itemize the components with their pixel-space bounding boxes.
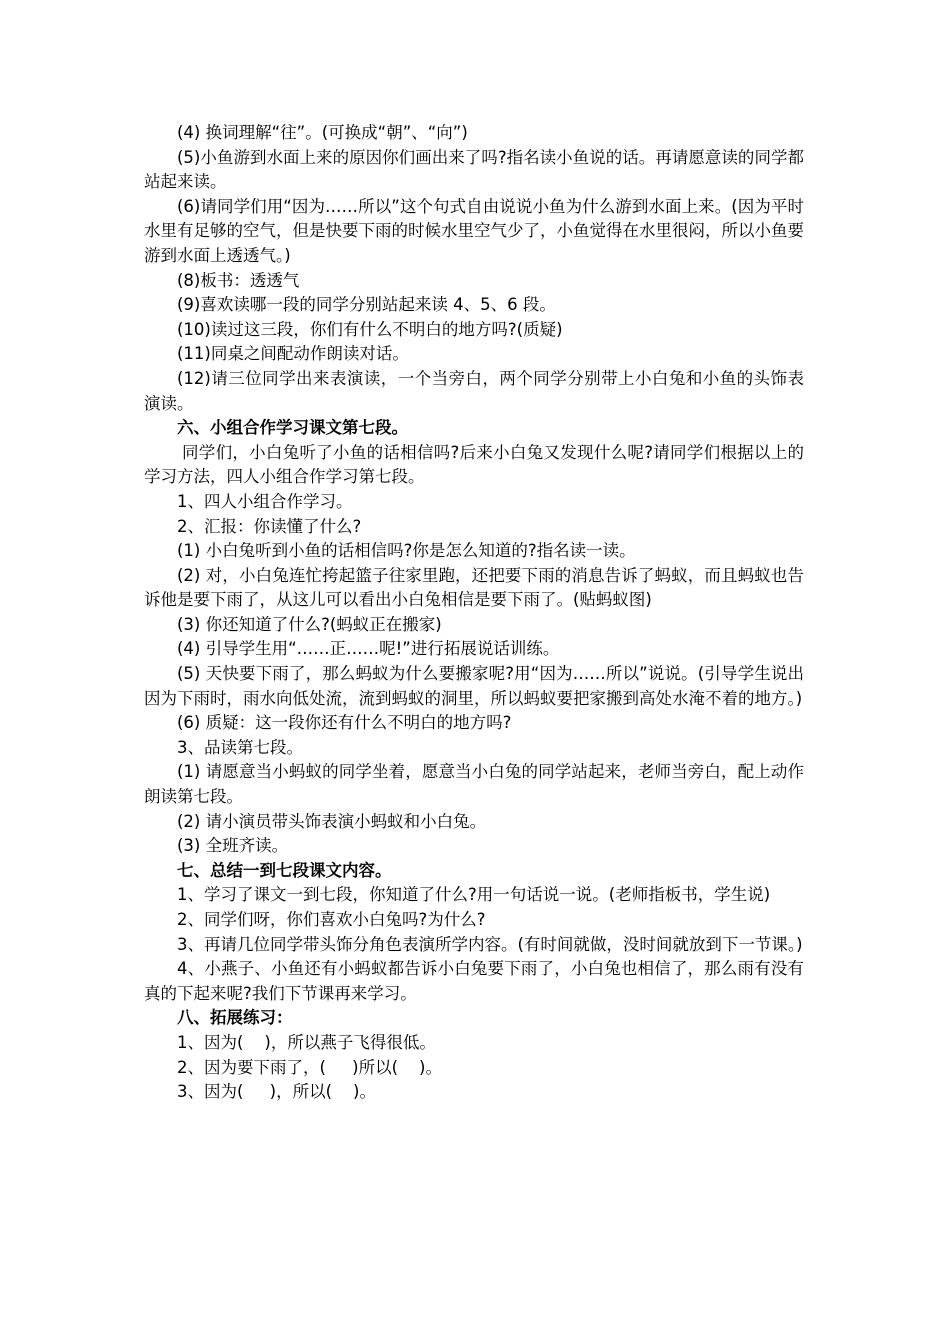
paragraph: (4) 引导学生用“……正……呢!”进行拓展说话训练。 [177, 639, 560, 659]
paragraph: (12)请三位同学出来表演读，一个当旁白，两个同学分别带上小白兔和小鱼的头饰表演读。 [144, 368, 804, 413]
paragraph: (8)板书：透透气 [177, 270, 300, 290]
paragraph: 2、汇报：你读懂了什么? [177, 516, 362, 536]
paragraph: (6) 质疑：这一段你还有什么不明白的地方吗? [177, 713, 512, 733]
paragraph: 2、因为要下雨了，( )所以( )。 [177, 1057, 442, 1077]
paragraph: (2) 请小演员带头饰表演小蚂蚁和小白兔。 [177, 811, 487, 831]
paragraph: 3、因为( )，所以( )。 [177, 1082, 376, 1102]
paragraph: (5)小鱼游到水面上来的原因你们画出来了吗?指名读小鱼说的话。再请愿意读的同学都站起来读。 [144, 147, 804, 192]
paragraph: (3) 全班齐读。 [177, 836, 289, 856]
paragraph: (10)读过这三段，你们有什么不明白的地方吗?(质疑) [177, 319, 563, 339]
document-body [144, 121, 804, 1105]
paragraph: 1、四人小组合作学习。 [177, 491, 353, 511]
paragraph: 同学们，小白兔听了小鱼的话相信吗?后来小白兔又发现什么呢?请同学们根据以上的学习方法，四人小组合作学习第七段。 [144, 442, 804, 487]
paragraph: 3、品读第七段。 [177, 737, 303, 757]
paragraph: (3) 你还知道了什么?(蚂蚁正在搬家) [177, 614, 442, 634]
paragraph: 3、再请几位同学带头饰分角色表演所学内容。(有时间就做，没时间就放到下一节课。) [177, 934, 803, 954]
paragraph: (6)请同学们用“因为……所以”这个句式自由说说小鱼为什么游到水面上来。(因为平时水里有足够的空气，但是快要下雨的时候水里空气少了，小鱼觉得在水里很闷，所以小鱼要游到水面上透透气。) [144, 196, 804, 265]
paragraph: (1) 请愿意当小蚂蚁的同学坐着，愿意当小白兔的同学站起来，老师当旁白，配上动作朗读第七段。 [144, 762, 804, 807]
paragraph: (5) 天快要下雨了，那么蚂蚁为什么要搬家呢?用“因为……所以”说说。(引导学生说出因为下雨时，雨水向低处流，流到蚂蚁的洞里，所以蚂蚁要把家搬到高处水淹不着的地方。) [144, 664, 804, 708]
section-heading: 七、总结一到七段课文内容。 [177, 860, 392, 880]
paragraph: 2、同学们呀，你们喜欢小白兔吗?为什么? [177, 910, 486, 929]
paragraph: 1、学习了课文一到七段，你知道了什么?用一句话说一说。(老师指板书，学生说) [177, 885, 771, 905]
paragraph: (9)喜欢读哪一段的同学分别站起来读 4、5、6 段。 [177, 295, 556, 315]
paragraph: (4) 换词理解“往”。(可换成“朝”、“向”) [177, 123, 468, 142]
paragraph: 4、小燕子、小鱼还有小蚂蚁都告诉小白兔要下雨了，小白兔也相信了，那么雨有没有真的下起来呢?我们下节课再来学习。 [144, 959, 804, 1003]
paragraph: (1) 小白兔听到小鱼的话相信吗?你是怎么知道的?指名读一读。 [177, 541, 636, 561]
paragraph: (11)同桌之间配动作朗读对话。 [177, 344, 409, 364]
section-heading: 八、拓展练习： [177, 1008, 293, 1028]
paragraph: 1、因为( )，所以燕子飞得很低。 [177, 1032, 436, 1052]
paragraph: (2) 对，小白兔连忙挎起篮子往家里跑，还把要下雨的消息告诉了蚂蚁，而且蚂蚁也告诉他是要下雨了，从这儿可以看出小白兔相信是要下雨了。(贴蚂蚁图) [144, 565, 804, 610]
section-heading: 六、小组合作学习课文第七段。 [177, 418, 408, 438]
